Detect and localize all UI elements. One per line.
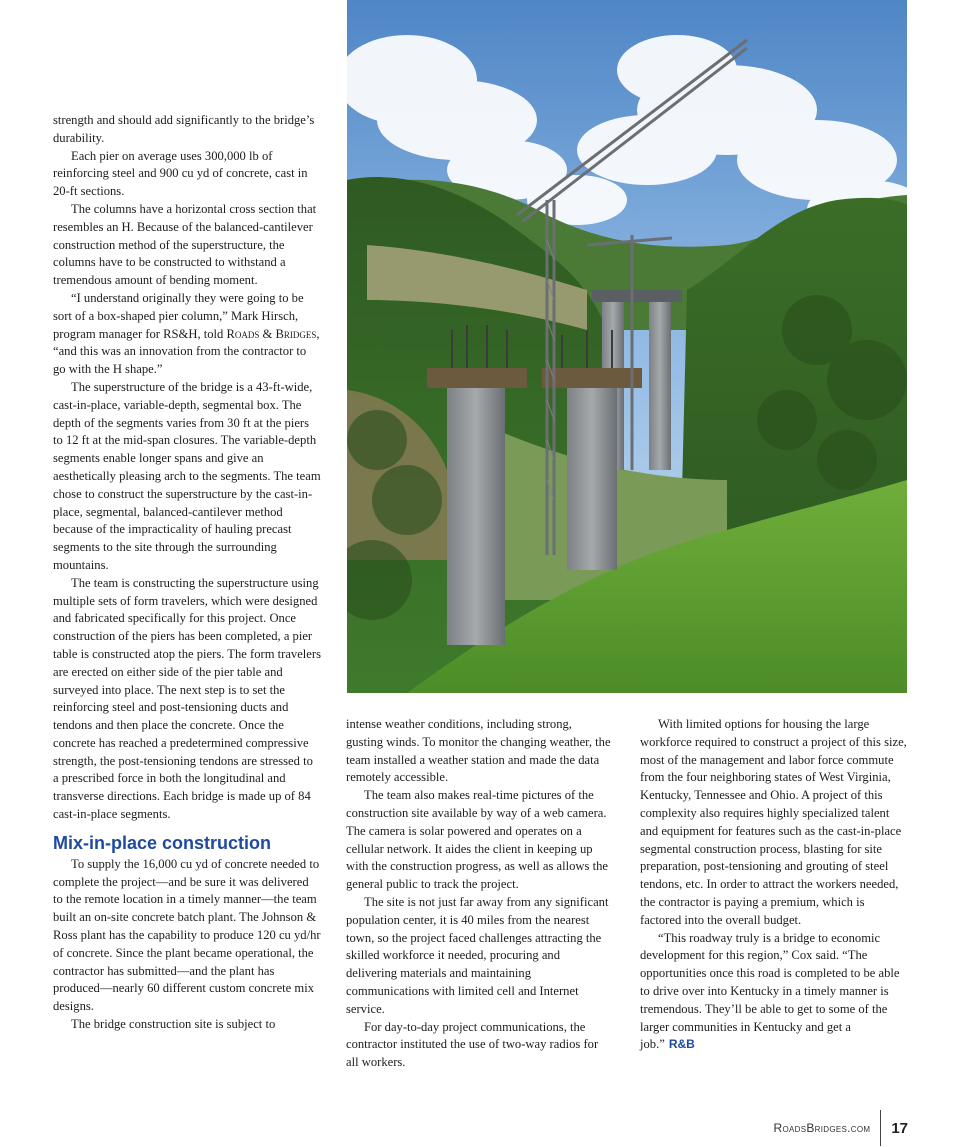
paragraph: For day-to-day project communications, the contractor instituted the use of two-way radios for all workers.	[346, 1019, 599, 1070]
magazine-name: Roads & Bridges	[226, 326, 317, 341]
section-subhead: Mix-in-place construction	[53, 832, 272, 853]
paragraph-quote	[640, 930, 908, 1055]
page-footer	[774, 1110, 909, 1146]
website-url: RoadsBridges.com	[773, 1121, 871, 1135]
paragraph: The superstructure of the bridge is a 43-ft-wide, cast-in-place, variable-depth, segmental box. The depth of the segments varies from 30 ft at the piers to 12 ft at the mid-span closures. The variable-depth segments enable longer spans and give an aesthetically pleasing arch to the segments. The team chose to construct the superstructure by the cast-in-place, segmental, balanced-cantilever method because of the impracticality of hauling precast segments to the site through the surrounding mountains.	[53, 379, 321, 572]
bridge-construction-photo	[347, 0, 907, 693]
quote-text-end: , “and this was an innovation from the contractor to go with the H shape.”	[53, 326, 320, 377]
article-column-middle	[346, 716, 611, 1072]
paragraph: The team is constructing the superstructure using multiple sets of form travelers, which were designed and fabricated specifically for this project. Once construction of the piers has been completed, a pier table is constructed atop the piers. The form travelers are erected on either side of the pier table and surveyed into place. The next step is to set the reinforcing steel and post-tensioning ducts and tendons and then place the concrete. Once the concrete has reached a predetermined compressive strength, the post-tensioning tendons are stressed to a prescribed force in both the longitudinal and transverse directions. Each bridge is made up of 84 cast-in-place segments.	[53, 575, 321, 822]
paragraph: The columns have a horizontal cross section that resembles an H. Because of the balanced-cantilever construction method of the superstructure, the columns have to be constructed to withstand a tremendous amount of bending moment.	[53, 201, 317, 288]
end-mark-logo: R&B	[668, 1037, 695, 1052]
paragraph: intense weather conditions, including strong, gusting winds. To monitor the changing weather, the team installed a weather station and made the data remotely accessible.	[346, 717, 611, 785]
page-number: 17	[891, 1119, 908, 1137]
article-column-left	[53, 112, 321, 1034]
paragraph: The team also makes real-time pictures of the construction site available by way of a web camera. The camera is solar powered and operates on a cellular network. It aides the client in keeping up with the construction progress, as well as allows the general public to track the project.	[346, 788, 608, 892]
article-column-right	[640, 716, 908, 1054]
paragraph-quote	[53, 290, 321, 379]
paragraph: With limited options for housing the large workforce required to construct a project of this size, most of the management and labor force commute from the four neighboring states of West Virginia, Kentucky, Tennessee and Ohio. A project of this complexity also requires highly specialized talent and equipment for features such as the cast-in-place segmental construction process, blasting for site preparation, post-tensioning and grouting of steel tendons, etc. In order to attract the workers needed, the contractor is paying a premium, which is factored into the overall budget.	[640, 717, 907, 927]
paragraph: strength and should add significantly to the bridge’s durability.	[53, 113, 315, 145]
quote-text: “I understand originally they were going to be sort of a box-shaped pier column,” Mark Hirsch, program manager for RS&H, told	[53, 290, 304, 341]
paragraph: The bridge construction site is subject to	[71, 1017, 276, 1032]
paragraph: Each pier on average uses 300,000 lb of reinforcing steel and 900 cu yd of concrete, cast in 20-ft sections.	[53, 148, 308, 199]
paragraph: To supply the 16,000 cu yd of concrete needed to complete the project—and be sure it was delivered to the remote location in a timely manner—the team built an on-site concrete batch plant. The Johnson & Ross plant has the capability to produce 120 cu yd/hr of concrete. Since the plant became operational, the contractor has submitted—and the plant has produced—nearly 60 different custom concrete mix designs.	[53, 856, 321, 1014]
footer-divider	[880, 1110, 881, 1146]
paragraph: The site is not just far away from any significant population center, it is 40 miles from the nearest town, so the project faced challenges attracting the skilled workforce it needed, procuring and delivering materials and maintaining communications with limited cell and Internet service.	[346, 894, 609, 1016]
quote-text: “This roadway truly is a bridge to economic development for this region,” Cox said. “The opportunities once this road is completed to be able to drive over into Kentucky in a timely manner is tremendous. They’ll be able to get to some of the larger communities in Kentucky and get a job.”	[640, 930, 900, 1052]
